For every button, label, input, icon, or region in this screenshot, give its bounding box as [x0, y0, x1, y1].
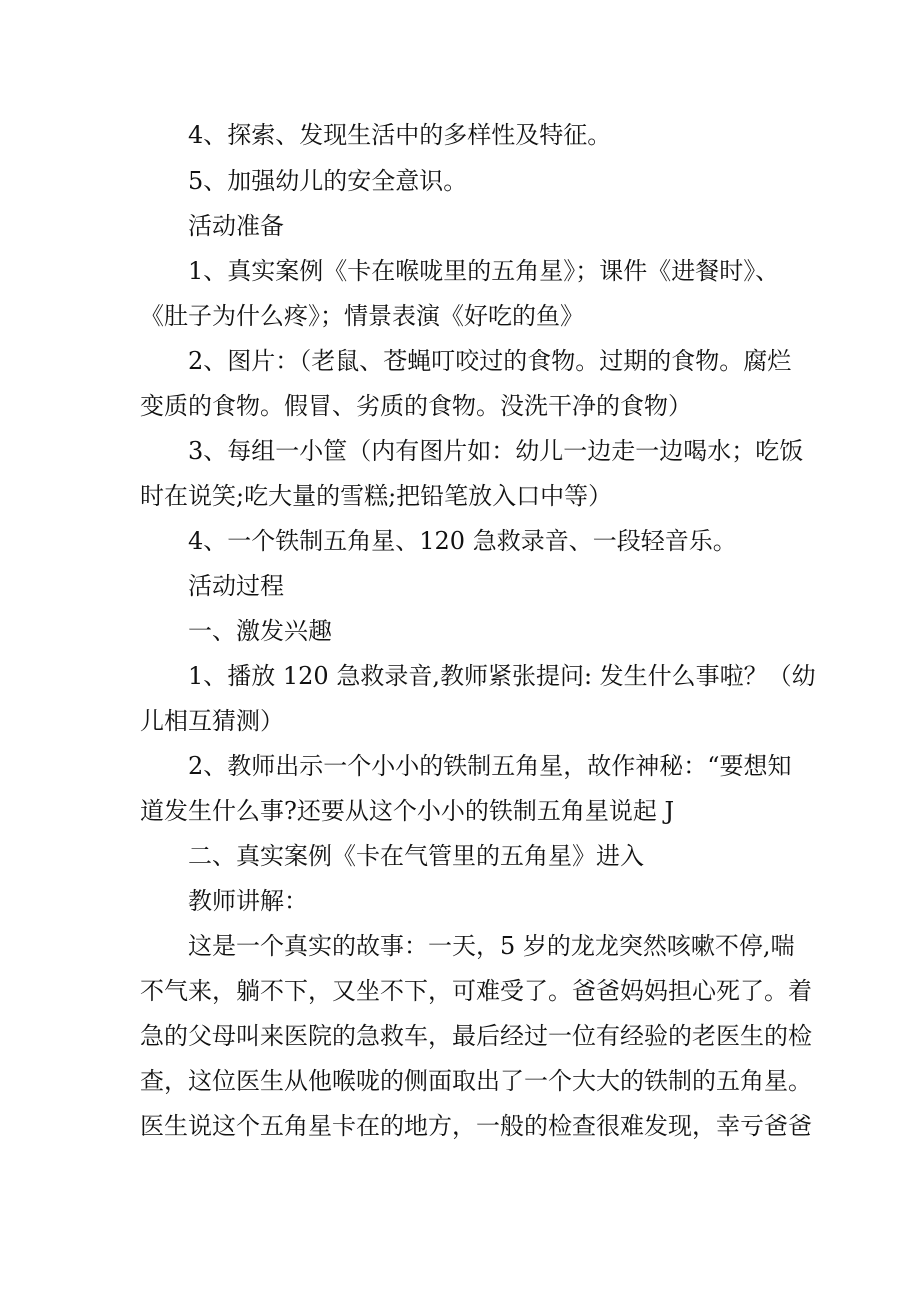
process-step-1-heading: 一、激发兴趣	[188, 617, 332, 645]
story-line-5: 医生说这个五角星卡在的地方，一般的检查很难发现，幸亏爸爸	[140, 1112, 812, 1140]
preparation-3-line-1: 3、每组一小筐（内有图片如：幼儿一边走一边喝水；吃饭	[188, 437, 804, 465]
preparation-1-line-1: 1、真实案例《卡在喉咙里的五角星》；课件《进餐时》、	[188, 257, 780, 285]
story-line-2: 不气来，躺不下，又坐不下，可难受了。爸爸妈妈担心死了。着	[140, 977, 812, 1005]
story-line-1: 这是一个真实的故事：一天，5 岁的龙龙突然咳嗽不停,喘	[188, 932, 795, 960]
preparation-2-line-1: 2、图片：（老鼠、苍蝇叮咬过的食物。过期的食物。腐烂	[188, 347, 792, 375]
story-line-3: 急的父母叫来医院的急救车，最后经过一位有经验的老医生的检	[140, 1022, 812, 1050]
section-heading-process: 活动过程	[188, 572, 284, 600]
story-line-4: 查，这位医生从他喉咙的侧面取出了一个大大的铁制的五角星。	[140, 1067, 812, 1095]
process-2-line-2: 道发生什么事?还要从这个小小的铁制五角星说起 J	[140, 797, 675, 825]
teacher-explanation-label: 教师讲解：	[188, 887, 308, 915]
process-2-line-1: 2、教师出示一个小小的铁制五角星，故作神秘：“要想知	[188, 752, 792, 780]
objective-5: 5、加强幼儿的安全意识。	[188, 167, 468, 195]
preparation-4: 4、一个铁制五角星、120 急救录音、一段轻音乐。	[188, 527, 737, 555]
preparation-1-line-2: 《肚子为什么疼》；情景表演《好吃的鱼》	[140, 302, 584, 330]
preparation-3-line-2: 时在说笑;吃大量的雪糕;把铅笔放入口中等）	[140, 482, 613, 510]
preparation-2-line-2: 变质的食物。假冒、劣质的食物。没洗干净的食物）	[140, 392, 692, 420]
process-step-2-heading: 二、真实案例《卡在气管里的五角星》进入	[188, 842, 644, 870]
objective-4: 4、探索、发现生活中的多样性及特征。	[188, 121, 612, 149]
process-1-line-1: 1、播放 120 急救录音,教师紧张提问: 发生什么事啦？（幼	[188, 662, 816, 690]
section-heading-preparation: 活动准备	[188, 212, 284, 240]
process-1-line-2: 儿相互猜测）	[140, 707, 284, 735]
